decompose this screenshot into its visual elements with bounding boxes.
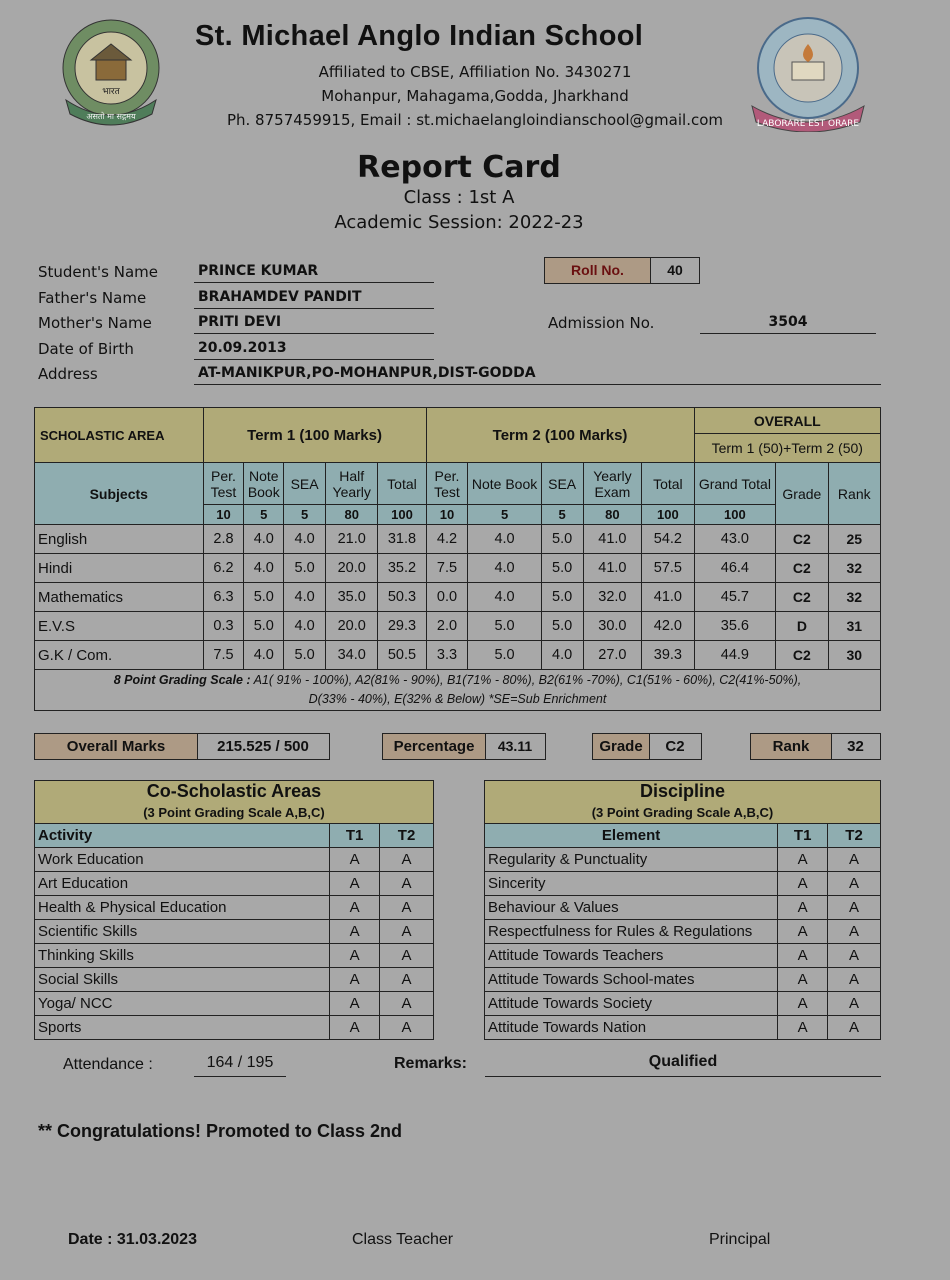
t1-header: T1 [330, 824, 380, 848]
student-name-label: Student's Name [38, 263, 159, 281]
mark-cell: 4.0 [244, 641, 284, 670]
mark-cell: 39.3 [642, 641, 694, 670]
mark-cell: 35.2 [378, 554, 426, 583]
term1-header: Term 1 (100 Marks) [203, 408, 426, 463]
dob: 20.09.2013 [194, 337, 434, 360]
grading-scale-text: A1( 91% - 100%), A2(81% - 90%), B1(71% - 80%), B2(61% -70%), C1(51% - 60%), C2(41%-50%), [250, 673, 802, 687]
col-note-book: Note Book [244, 463, 284, 505]
table-row [35, 641, 881, 670]
max-marks: 100 [378, 505, 426, 525]
list-item [35, 1016, 434, 1040]
mark-cell: 30.0 [583, 612, 642, 641]
father-name: BRAHAMDEV PANDIT [194, 286, 434, 309]
max-marks: 80 [583, 505, 642, 525]
t2-header: T2 [380, 824, 434, 848]
item-name: Art Education [35, 872, 330, 896]
mark-cell: 5.0 [468, 641, 541, 670]
t2-grade: A [380, 992, 434, 1016]
t2-grade: A [380, 968, 434, 992]
mark-cell: 29.3 [378, 612, 426, 641]
max-marks: 100 [694, 505, 776, 525]
item-name: Thinking Skills [35, 944, 330, 968]
attendance-label: Attendance : [63, 1056, 153, 1073]
item-name: Respectfulness for Rules & Regulations [485, 920, 778, 944]
report-title: Report Card [357, 150, 561, 185]
mark-cell: 5.0 [468, 612, 541, 641]
school-name: St. Michael Anglo Indian School [195, 20, 644, 52]
t1-grade: A [778, 872, 828, 896]
svg-text:असतो मा सद्गमय: असतो मा सद्गमय [86, 112, 136, 121]
student-name: PRINCE KUMAR [194, 260, 434, 283]
list-item [35, 872, 434, 896]
mark-cell: 31.8 [378, 525, 426, 554]
grade-cell: C2 [776, 554, 828, 583]
subject-name: G.K / Com. [35, 641, 204, 670]
t1-grade: A [330, 920, 380, 944]
mark-cell: 20.0 [326, 612, 378, 641]
class-teacher-label: Class Teacher [352, 1231, 454, 1248]
table-row [35, 525, 881, 554]
t1-grade: A [330, 896, 380, 920]
t1-grade: A [778, 968, 828, 992]
mark-cell: 57.5 [642, 554, 694, 583]
t2-grade: A [828, 968, 881, 992]
t1-grade: A [330, 968, 380, 992]
svg-text:भारत: भारत [102, 87, 120, 97]
mark-cell: 21.0 [326, 525, 378, 554]
mark-cell: 20.0 [326, 554, 378, 583]
item-name: Yoga/ NCC [35, 992, 330, 1016]
mark-cell: 50.5 [378, 641, 426, 670]
scholastic-table [34, 407, 881, 711]
activity-header: Activity [35, 824, 330, 848]
grading-scale [35, 670, 881, 711]
col-note-book: Note Book [468, 463, 541, 505]
t2-grade: A [828, 944, 881, 968]
item-name: Sincerity [485, 872, 778, 896]
mark-cell: 4.2 [426, 525, 468, 554]
mark-cell: 5.0 [541, 554, 583, 583]
list-item [35, 944, 434, 968]
address-label: Address [38, 365, 98, 383]
list-item [485, 968, 881, 992]
mark-cell: 35.0 [326, 583, 378, 612]
list-item [485, 848, 881, 872]
admission-number: 3504 [700, 311, 876, 334]
col-sea: SEA [541, 463, 583, 505]
t1-header: T1 [778, 824, 828, 848]
mark-cell: 32.0 [583, 583, 642, 612]
mark-cell: 4.0 [244, 554, 284, 583]
item-name: Sports [35, 1016, 330, 1040]
overall-grade: C2 [649, 733, 702, 760]
mark-cell: 27.0 [583, 641, 642, 670]
term2-header: Term 2 (100 Marks) [426, 408, 694, 463]
affiliation: Affiliated to CBSE, Affiliation No. 3430271 [318, 63, 632, 81]
co-scholastic-title: Co-Scholastic Areas [146, 781, 322, 801]
max-marks: 5 [468, 505, 541, 525]
mark-cell: 5.0 [284, 554, 326, 583]
item-name: Attitude Towards School-mates [485, 968, 778, 992]
t2-grade: A [380, 1016, 434, 1040]
col-sea: SEA [284, 463, 326, 505]
co-scholastic-subtitle: (3 Point Grading Scale A,B,C) [143, 805, 325, 820]
list-item [485, 896, 881, 920]
school-contact: Ph. 8757459915, Email : st.michaelangloindianschool@gmail.com [226, 111, 724, 129]
school-address: Mohanpur, Mahagama,Godda, Jharkhand [321, 87, 629, 105]
overall-rank: 32 [831, 733, 881, 760]
mother-name: PRITI DEVI [194, 311, 434, 334]
rank-cell: 32 [828, 583, 880, 612]
discipline-subtitle: (3 Point Grading Scale A,B,C) [591, 805, 774, 820]
t1-grade: A [330, 872, 380, 896]
item-name: Scientific Skills [35, 920, 330, 944]
item-name: Health & Physical Education [35, 896, 330, 920]
t2-grade: A [380, 848, 434, 872]
col-half-yearly: Half Yearly [326, 463, 378, 505]
grade-cell: C2 [776, 583, 828, 612]
promotion-message: ** Congratulations! Promoted to Class 2nd [38, 1121, 403, 1141]
t1-grade: A [778, 920, 828, 944]
t2-grade: A [828, 992, 881, 1016]
grade-cell: C2 [776, 525, 828, 554]
mother-name-label: Mother's Name [38, 314, 152, 332]
list-item [35, 992, 434, 1016]
mark-cell: 2.8 [203, 525, 244, 554]
max-marks: 5 [541, 505, 583, 525]
t1-grade: A [778, 848, 828, 872]
svg-text:LABORARE EST ORARE: LABORARE EST ORARE [756, 119, 860, 129]
grade-label: Grade [592, 733, 650, 760]
mark-cell: 3.3 [426, 641, 468, 670]
co-scholastic-table [34, 780, 434, 1040]
mark-cell: 5.0 [244, 583, 284, 612]
mark-cell: 0.0 [426, 583, 468, 612]
col-per-test: Per. Test [203, 463, 244, 505]
grading-scale-text-2: D(33% - 40%), E(32% & Below) *SE=Sub Enrichment [308, 692, 607, 706]
grading-scale-label: 8 Point Grading Scale : [113, 673, 251, 687]
rank-cell: 30 [828, 641, 880, 670]
discipline-table [484, 780, 881, 1040]
rank-cell: 32 [828, 554, 880, 583]
mark-cell: 41.0 [642, 583, 694, 612]
mark-cell: 4.0 [541, 641, 583, 670]
list-item [485, 872, 881, 896]
discipline-title: Discipline [639, 781, 726, 801]
percentage-label: Percentage [382, 733, 486, 760]
class-line: Class : 1st A [403, 187, 515, 208]
mark-cell: 4.0 [284, 612, 326, 641]
t1-grade: A [330, 992, 380, 1016]
scholastic-area-header: SCHOLASTIC AREA [35, 408, 204, 463]
t1-grade: A [778, 944, 828, 968]
mark-cell: 5.0 [541, 525, 583, 554]
t2-grade: A [380, 920, 434, 944]
col-grand-total: Grand Total [694, 463, 776, 505]
mark-cell: 4.0 [284, 583, 326, 612]
mark-cell: 0.3 [203, 612, 244, 641]
t2-grade: A [380, 896, 434, 920]
subjects-header: Subjects [35, 463, 204, 525]
t2-header: T2 [828, 824, 881, 848]
max-marks: 100 [642, 505, 694, 525]
remarks: Qualified [485, 1053, 881, 1077]
t1-grade: A [330, 848, 380, 872]
mark-cell: 4.0 [468, 525, 541, 554]
mark-cell: 41.0 [583, 554, 642, 583]
mark-cell: 41.0 [583, 525, 642, 554]
table-row [35, 612, 881, 641]
subject-name: English [35, 525, 204, 554]
list-item [485, 944, 881, 968]
col-total: Total [642, 463, 694, 505]
grade-cell: D [776, 612, 828, 641]
mark-cell: 45.7 [694, 583, 776, 612]
item-name: Regularity & Punctuality [485, 848, 778, 872]
address: AT-MANIKPUR,PO-MOHANPUR,DIST-GODDA [194, 362, 881, 385]
col-rank: Rank [828, 463, 880, 525]
col-grade: Grade [776, 463, 828, 525]
list-item [485, 920, 881, 944]
attendance: 164 / 195 [194, 1054, 286, 1077]
mark-cell: 7.5 [426, 554, 468, 583]
max-marks: 10 [426, 505, 468, 525]
list-item [35, 848, 434, 872]
dob-label: Date of Birth [38, 340, 134, 358]
mark-cell: 54.2 [642, 525, 694, 554]
school-logo [748, 14, 868, 132]
mark-cell: 6.2 [203, 554, 244, 583]
overall-subheader: Term 1 (50)+Term 2 (50) [694, 434, 880, 463]
t1-grade: A [778, 896, 828, 920]
t1-grade: A [330, 944, 380, 968]
subject-name: Mathematics [35, 583, 204, 612]
remarks-label: Remarks: [394, 1055, 467, 1072]
table-row [35, 554, 881, 583]
roll-label: Roll No. [544, 257, 651, 284]
mark-cell: 46.4 [694, 554, 776, 583]
t2-grade: A [828, 1016, 881, 1040]
list-item [35, 968, 434, 992]
principal-label: Principal [709, 1231, 771, 1248]
item-name: Work Education [35, 848, 330, 872]
list-item [35, 920, 434, 944]
element-header: Element [485, 824, 778, 848]
rank-cell: 25 [828, 525, 880, 554]
percentage: 43.11 [485, 733, 546, 760]
item-name: Attitude Towards Nation [485, 1016, 778, 1040]
mark-cell: 5.0 [541, 612, 583, 641]
mark-cell: 4.0 [244, 525, 284, 554]
t2-grade: A [380, 872, 434, 896]
col-total: Total [378, 463, 426, 505]
t2-grade: A [828, 896, 881, 920]
issue-date: Date : 31.03.2023 [68, 1231, 197, 1248]
list-item [35, 896, 434, 920]
overall-header: OVERALL [694, 408, 880, 434]
mark-cell: 44.9 [694, 641, 776, 670]
mark-cell: 4.0 [468, 554, 541, 583]
mark-cell: 34.0 [326, 641, 378, 670]
mark-cell: 6.3 [203, 583, 244, 612]
subject-name: Hindi [35, 554, 204, 583]
t2-grade: A [380, 944, 434, 968]
max-marks: 80 [326, 505, 378, 525]
mark-cell: 5.0 [541, 583, 583, 612]
overall-marks-label: Overall Marks [34, 733, 198, 760]
mark-cell: 4.0 [468, 583, 541, 612]
mark-cell: 2.0 [426, 612, 468, 641]
item-name: Social Skills [35, 968, 330, 992]
t1-grade: A [330, 1016, 380, 1040]
mark-cell: 5.0 [284, 641, 326, 670]
item-name: Behaviour & Values [485, 896, 778, 920]
item-name: Attitude Towards Society [485, 992, 778, 1016]
col-yearly-exam: Yearly Exam [583, 463, 642, 505]
list-item [485, 992, 881, 1016]
admission-label: Admission No. [548, 314, 655, 332]
overall-marks: 215.525 / 500 [197, 733, 330, 760]
rank-cell: 31 [828, 612, 880, 641]
t2-grade: A [828, 872, 881, 896]
col-per-test: Per. Test [426, 463, 468, 505]
mark-cell: 42.0 [642, 612, 694, 641]
t1-grade: A [778, 992, 828, 1016]
mark-cell: 5.0 [244, 612, 284, 641]
t2-grade: A [828, 920, 881, 944]
mark-cell: 35.6 [694, 612, 776, 641]
subject-name: E.V.S [35, 612, 204, 641]
grade-cell: C2 [776, 641, 828, 670]
roll-number: 40 [651, 257, 700, 284]
max-marks: 5 [244, 505, 284, 525]
item-name: Attitude Towards Teachers [485, 944, 778, 968]
t1-grade: A [778, 1016, 828, 1040]
max-marks: 5 [284, 505, 326, 525]
mark-cell: 7.5 [203, 641, 244, 670]
table-row [35, 583, 881, 612]
academic-session: Academic Session: 2022-23 [334, 212, 584, 233]
list-item [485, 1016, 881, 1040]
mark-cell: 43.0 [694, 525, 776, 554]
mark-cell: 4.0 [284, 525, 326, 554]
mark-cell: 50.3 [378, 583, 426, 612]
t2-grade: A [828, 848, 881, 872]
rank-label: Rank [750, 733, 832, 760]
father-name-label: Father's Name [38, 289, 147, 307]
max-marks: 10 [203, 505, 244, 525]
